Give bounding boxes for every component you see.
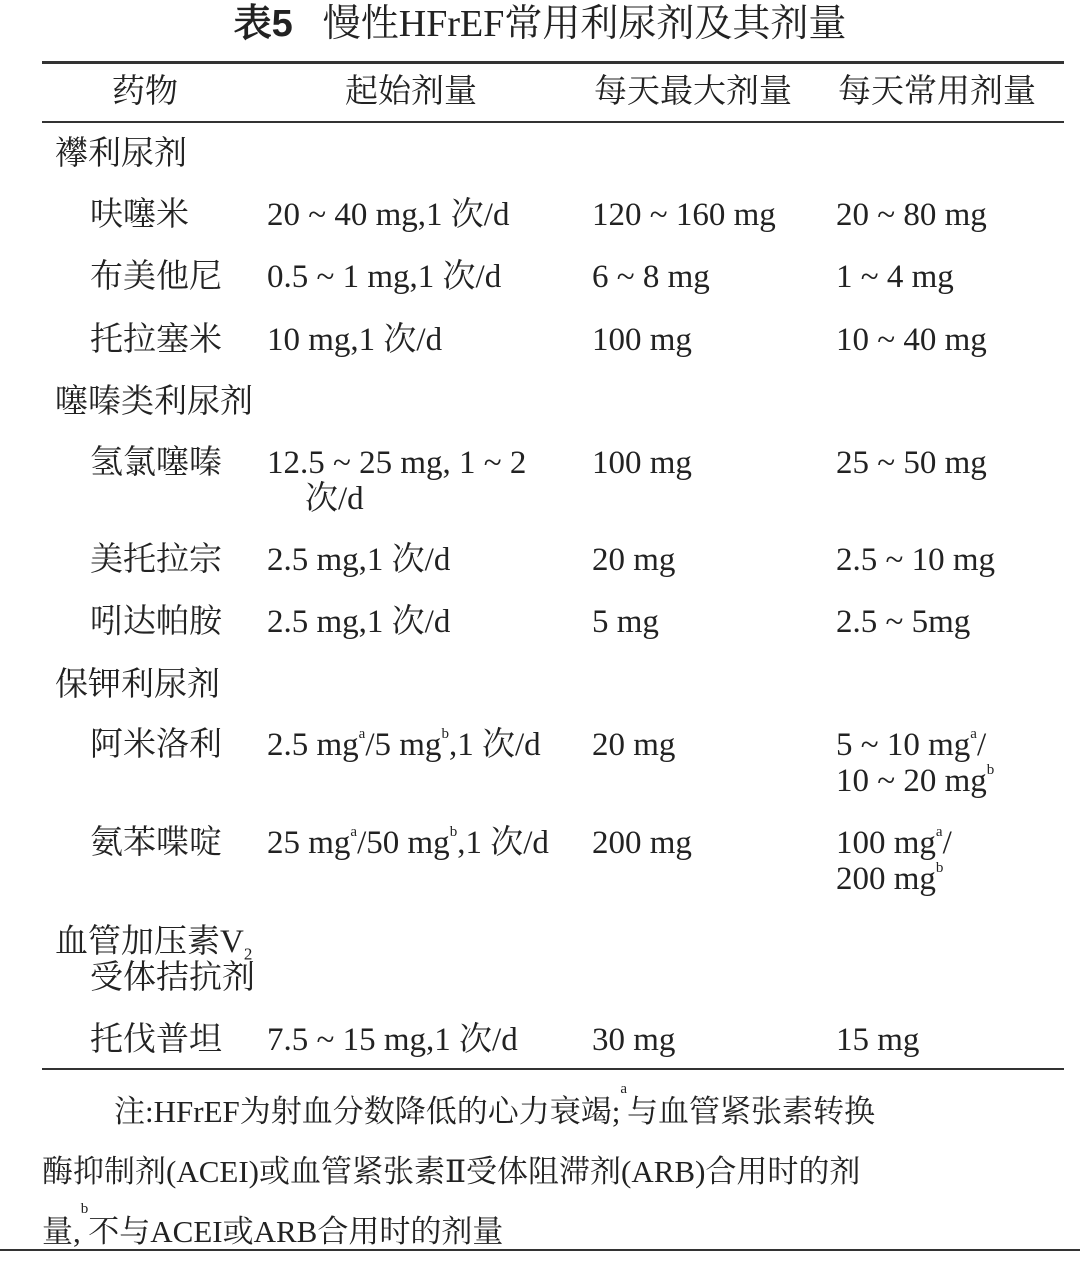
- start-dose: [267, 445, 526, 481]
- table-title-text: 慢性HFrEF常用利尿剂及其剂量: [322, 3, 847, 45]
- category-potassium: 保钾利尿剂: [55, 667, 220, 703]
- text-segment: 2.5 ~ 10 mg: [836, 542, 996, 578]
- footnote-marker: a: [970, 726, 977, 742]
- table-note: [42, 1082, 1066, 1262]
- text-segment: 与血管紧张素转换: [627, 1094, 876, 1129]
- text-segment: 酶抑制剂(ACEI)或血管紧张素Ⅱ受体阻滞剂(ARB)合用时的剂: [42, 1154, 861, 1189]
- text-segment: /5 mg: [365, 727, 442, 763]
- usual-dose: [836, 197, 987, 233]
- bottom-rule: [42, 1068, 1064, 1070]
- header-rule: [42, 121, 1064, 123]
- drug-name: 吲达帕胺: [90, 604, 222, 640]
- header-max-dose: 每天最大剂量: [594, 74, 792, 110]
- start-dose: [267, 197, 509, 233]
- text-segment: 200 mg: [836, 861, 936, 897]
- max-dose: 100 mg: [592, 445, 692, 481]
- text-segment: 不与ACEI或ARB合用时的剂量: [88, 1214, 504, 1249]
- header-drug: 药物: [112, 74, 178, 110]
- max-dose: 30 mg: [592, 1022, 676, 1058]
- text-segment: 7.5 ~ 15 mg,1 次/d: [267, 1022, 518, 1058]
- usual-dose: [836, 727, 986, 763]
- category-loop: 襻利尿剂: [55, 136, 187, 172]
- text-segment: 10 ~ 20 mg: [836, 763, 987, 799]
- usual-dose: [836, 763, 994, 799]
- text-segment: 10 mg,1 次/d: [267, 322, 443, 358]
- note-line: [42, 1202, 1066, 1262]
- start-dose: [267, 825, 549, 861]
- footnote-marker: b: [935, 860, 944, 876]
- text-segment: 20 ~ 80 mg: [836, 197, 987, 233]
- drug-name: 布美他尼: [90, 259, 222, 295]
- max-dose: 20 mg: [592, 542, 676, 578]
- text-segment: 2.5 mg,1 次/d: [267, 542, 451, 578]
- text-segment: 15 mg: [836, 1022, 920, 1058]
- drug-name: 托伐普坦: [90, 1022, 222, 1058]
- drug-name: 美托拉宗: [90, 542, 222, 578]
- drug-name: 呋噻米: [90, 197, 189, 233]
- start-dose: [267, 259, 501, 295]
- footnote-marker: a: [358, 726, 366, 742]
- table-number: 表5: [233, 3, 293, 45]
- start-dose: [267, 322, 442, 358]
- text-segment: 12.5 ~ 25 mg, 1 ~ 2: [267, 445, 527, 481]
- footnote-marker: a: [350, 824, 358, 840]
- usual-dose: [836, 1022, 919, 1058]
- text-segment: 25 mg: [267, 825, 351, 861]
- text-segment: ,1 次/d: [448, 727, 541, 763]
- text-segment: 5 ~ 10 mg: [836, 727, 971, 763]
- footnote-marker: a: [935, 824, 943, 840]
- text-segment: 2.5 mg,1 次/d: [267, 604, 451, 640]
- text-segment: 1 ~ 4 mg: [836, 259, 954, 295]
- category-thiazide: 噻嗪类利尿剂: [55, 384, 253, 420]
- text-segment: 100 mg: [836, 825, 936, 861]
- usual-dose: [836, 604, 970, 640]
- header-start-dose: 起始剂量: [345, 74, 477, 110]
- start-dose: [267, 727, 541, 763]
- text-segment: 注:HFrEF为射血分数降低的心力衰竭;: [114, 1094, 621, 1129]
- drug-name: 氢氯噻嗪: [90, 445, 222, 481]
- max-dose: 5 mg: [592, 604, 659, 640]
- text-segment: 2.5 mg: [267, 727, 359, 763]
- drug-name: 阿米洛利: [90, 727, 222, 763]
- category-vaso-line1: 血管加压素V: [55, 924, 244, 960]
- start-dose: [267, 542, 450, 578]
- text-segment: 量,: [42, 1214, 81, 1249]
- usual-dose: [836, 259, 954, 295]
- text-segment: 25 ~ 50 mg: [836, 445, 987, 481]
- table-title: [0, 2, 1080, 46]
- text-segment: /: [976, 727, 987, 763]
- drug-name: 氨苯喋啶: [90, 825, 222, 861]
- category-vaso-sub: 2: [243, 944, 253, 964]
- page-rule: [0, 1249, 1080, 1251]
- start-dose-cont: 次/d: [305, 481, 364, 517]
- text-segment: ,1 次/d: [457, 825, 549, 861]
- start-dose: [267, 1022, 518, 1058]
- drug-name: 托拉塞米: [90, 322, 222, 358]
- max-dose: 6 ~ 8 mg: [592, 259, 710, 295]
- usual-dose: [836, 861, 943, 897]
- footnote-marker: a: [620, 1081, 628, 1097]
- max-dose: 200 mg: [592, 825, 692, 861]
- usual-dose: [836, 322, 987, 358]
- start-dose: [267, 604, 450, 640]
- text-segment: 0.5 ~ 1 mg,1 次/d: [267, 259, 502, 295]
- text-segment: 2.5 ~ 5mg: [836, 604, 971, 640]
- max-dose: 120 ~ 160 mg: [592, 197, 776, 233]
- note-line: [42, 1082, 1066, 1142]
- top-rule: [42, 61, 1064, 64]
- footnote-marker: b: [441, 726, 449, 742]
- text-segment: /: [942, 825, 952, 861]
- max-dose: 20 mg: [592, 727, 676, 763]
- usual-dose: [836, 445, 987, 481]
- text-segment: /50 mg: [357, 825, 450, 861]
- category-vasopressin-line2: 受体拮抗剂: [90, 960, 255, 996]
- text-segment: 10 ~ 40 mg: [836, 322, 987, 358]
- header-usual-dose: 每天常用剂量: [838, 74, 1036, 110]
- text-segment: 20 ~ 40 mg,1 次/d: [267, 197, 510, 233]
- usual-dose: [836, 542, 995, 578]
- max-dose: 100 mg: [592, 322, 692, 358]
- footnote-marker: b: [80, 1201, 89, 1217]
- footnote-marker: b: [449, 824, 458, 840]
- usual-dose: [836, 825, 952, 861]
- footnote-marker: b: [986, 762, 995, 778]
- note-line: [42, 1142, 1066, 1202]
